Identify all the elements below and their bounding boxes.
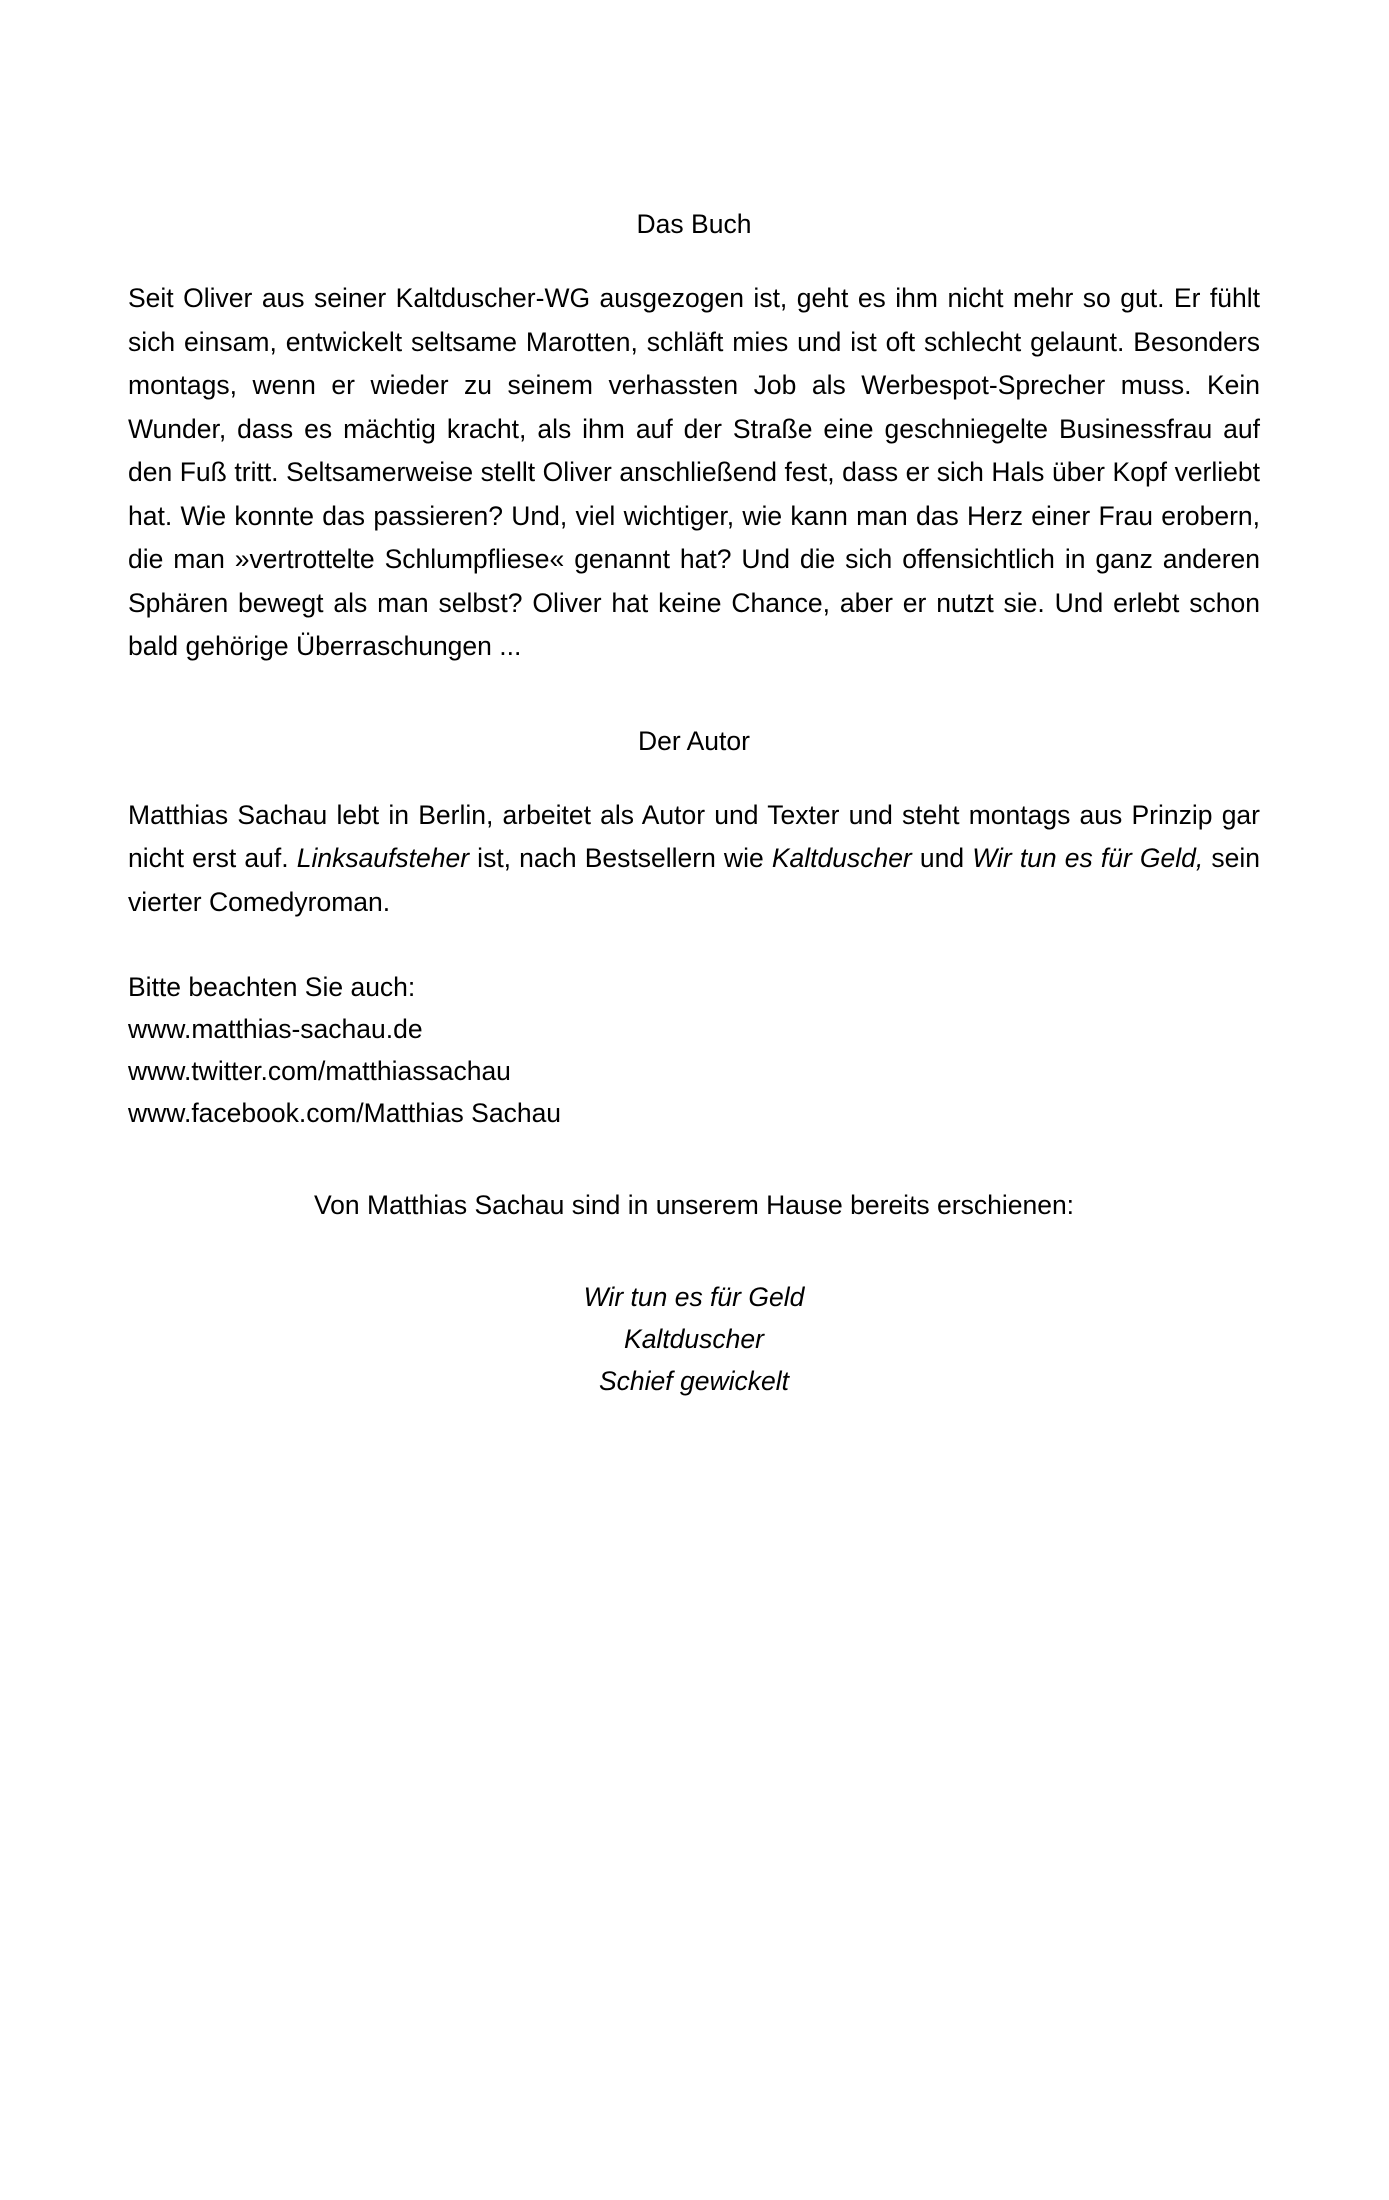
- backlist-title-1: Wir tun es für Geld: [583, 1282, 805, 1313]
- book-title-kaltduscher: Kaltduscher: [771, 843, 912, 874]
- backlist-titles: [128, 1276, 1260, 1402]
- book-title-wir-tun-es-fuer-geld: Wir tun es für Geld,: [972, 843, 1204, 874]
- link-facebook[interactable]: www.facebook.com/Matthias Sachau: [128, 1098, 562, 1129]
- book-section-heading: Das Buch: [636, 209, 752, 239]
- author-text-part-4: sein vierter Comedyroman.: [128, 843, 1260, 917]
- author-text-part-3: und: [911, 843, 973, 874]
- links-block: [128, 966, 1260, 1134]
- backlist-title-3: Schief gewickelt: [598, 1366, 789, 1397]
- page-content: [128, 208, 1260, 1402]
- author-text-part-1: Matthias Sachau lebt in Berlin, arbeitet als Autor und Texter und steht montags aus Prinzip gar nicht erst auf.: [128, 799, 1260, 874]
- links-intro-label: Bitte beachten Sie auch:: [128, 972, 416, 1003]
- book-section-paragraph: Seit Oliver aus seiner Kaltduscher-WG ausgezogen ist, geht es ihm nicht mehr so gut. Er fühlt sich einsam, entwickelt seltsame Marotten, schläft mies und ist oft schlecht gelaunt. Besonders montags, wenn er wieder zu seinem verhassten Job als Werbespot-Sprecher muss. Kein Wunder, dass es mächtig kracht, als ihm auf der Straße eine geschniegelte Businessfrau auf den Fuß tritt. Seltsamerweise stellt Oliver anschließend fest, dass er sich Hals über Kopf verliebt hat. Wie konnte das passieren? Und, viel wichtiger, wie kann man das Herz einer Frau erobern, die man »vertrottelte Schlumpfliese« genannt hat? Und die sich offensichtlich in ganz anderen Sphären bewegt als man selbst? Oliver hat keine Chance, aber er nutzt sie. Und erlebt schon bald gehörige Überraschungen ...: [128, 283, 1260, 662]
- author-text-part-2: ist, nach Bestsellern wie: [469, 843, 772, 874]
- author-section-heading: Der Autor: [638, 725, 750, 756]
- link-twitter[interactable]: www.twitter.com/matthiassachau: [128, 1056, 511, 1087]
- backlist-title-2: Kaltduscher: [624, 1324, 764, 1355]
- book-title-linksaufsteher: Linksaufsteher: [296, 843, 470, 874]
- link-website[interactable]: www.matthias-sachau.de: [128, 1014, 423, 1045]
- author-section-paragraph: [128, 794, 1260, 925]
- backlist-note: Von Matthias Sachau sind in unserem Hause bereits erschienen:: [313, 1190, 1075, 1221]
